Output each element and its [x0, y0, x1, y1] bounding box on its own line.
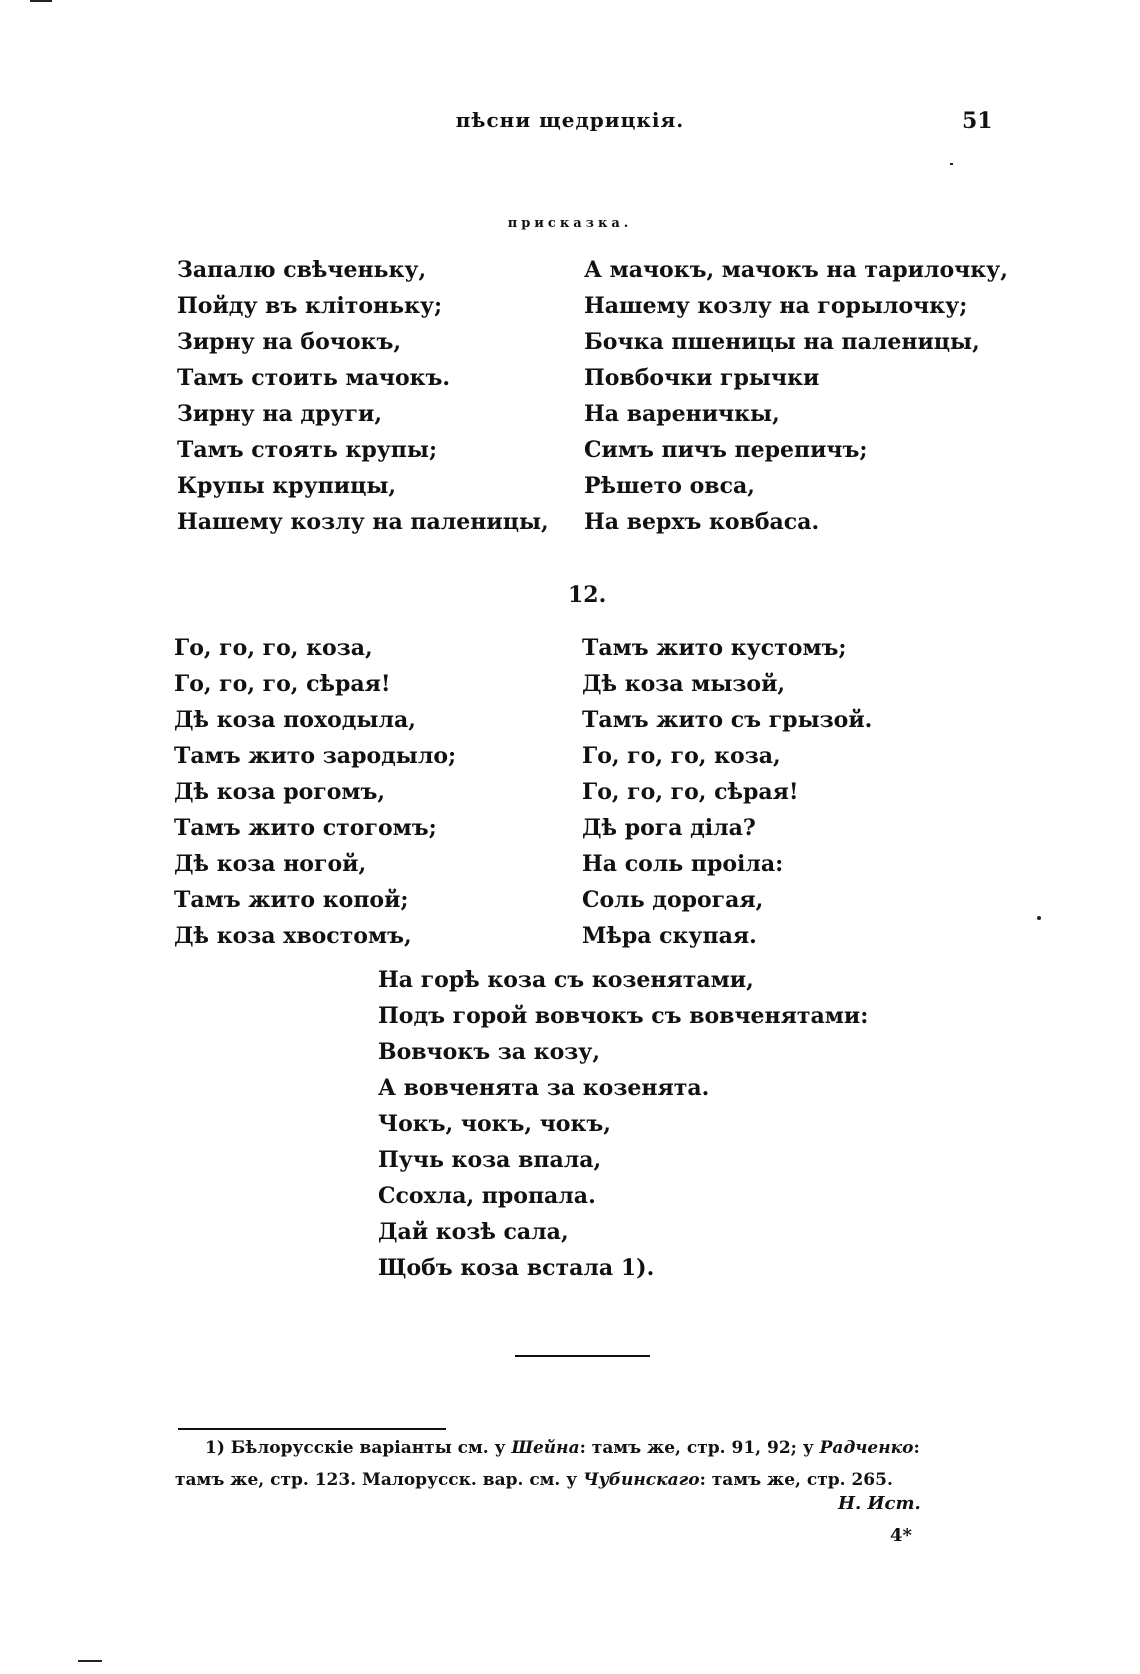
verse-line: Дай козѣ сала, [378, 1219, 569, 1245]
poem-12-closing-stanza [378, 962, 868, 1286]
scan-speck [30, 0, 52, 2]
verse-line: На верхъ ковбаса. [584, 509, 820, 535]
verse-line: Тамъ стоять крупы; [177, 437, 438, 463]
verse-line: На горѣ коза съ козенятами, [378, 967, 754, 993]
footnote-author-chubinsky: Чубинскаго [583, 1470, 700, 1490]
footnote-text: тамъ же, стр. 123. Малорусск. вар. см. у [175, 1470, 578, 1490]
scan-speck [1037, 916, 1041, 920]
footnote-text: Бѣлорусскіе варіанты см. у [230, 1438, 506, 1458]
scan-speck [950, 163, 953, 165]
verse-line: Чокъ, чокъ, чокъ, [378, 1111, 611, 1137]
verse-line: Дѣ коза рогомъ, [174, 779, 386, 805]
verse-line: Дѣ рога діла? [582, 815, 756, 841]
footnote-author-sheyn: Шейна [511, 1438, 580, 1458]
page-number: 51 [962, 108, 993, 134]
verse-line: Нашему козлу на горылочку; [584, 293, 968, 319]
poem-12-right-column [582, 630, 872, 954]
footnote-line-1 [175, 1432, 995, 1464]
poem-11-right-column [584, 252, 1008, 540]
poem-11-left-column [177, 252, 549, 540]
verse-line: Тамъ жито кустомъ; [582, 635, 847, 661]
verse-line: Тамъ жито зародыло; [174, 743, 457, 769]
footnote [175, 1432, 995, 1496]
poem-number: 12. [568, 582, 607, 608]
verse-line: Соль дорогая, [582, 887, 764, 913]
poem-12-left-column [174, 630, 456, 954]
verse-line: Пойду въ клітоньку; [177, 293, 443, 319]
verse-line: Го, го, го, сѣрая! [582, 779, 799, 805]
verse-line: А мачокъ, мачокъ на тарилочку, [584, 257, 1008, 283]
verse-line: Тамъ жито съ грызой. [582, 707, 873, 733]
footnote-marker: 1) [205, 1438, 225, 1458]
verse-line: Дѣ коза ногой, [174, 851, 367, 877]
verse-line: Нашему козлу на паленицы, [177, 509, 549, 535]
scan-speck [78, 1660, 102, 1662]
footnote-line-2 [175, 1464, 995, 1496]
verse-line: Зирну на други, [177, 401, 383, 427]
footnote-text: : тамъ же, стр. 265. [699, 1470, 893, 1490]
verse-line: Мѣра скупая. [582, 923, 757, 949]
verse-line: Тамъ жито стогомъ; [174, 815, 437, 841]
footnote-text: : тамъ же, стр. 91, 92; у [579, 1438, 814, 1458]
verse-line-text: Щобъ коза встала [378, 1255, 614, 1281]
verse-line: Крупы крупицы, [177, 473, 397, 499]
footnote-signature: Н. Ист. [838, 1493, 921, 1514]
verse-line: Тамъ стоить мачокъ. [177, 365, 451, 391]
signature-mark: 4* [890, 1525, 912, 1546]
verse-line: Вовчокъ за козу, [378, 1039, 601, 1065]
section-title: присказка. [507, 216, 633, 231]
verse-line: Го, го, го, коза, [582, 743, 781, 769]
running-title: пѣсни щедрицкія. [455, 108, 685, 132]
verse-line: А вовченята за козенята. [378, 1075, 710, 1101]
footnote-text: : [913, 1438, 920, 1458]
verse-line: Симъ пичъ перепичъ; [584, 437, 868, 463]
verse-line: Повбочки грычки [584, 365, 820, 391]
verse-line: На соль проіла: [582, 851, 784, 877]
footnote-separator [178, 1428, 446, 1430]
verse-line: Зирну на бочокъ, [177, 329, 401, 355]
verse-line: На вареничкы, [584, 401, 780, 427]
verse-line: Пучь коза впала, [378, 1147, 602, 1173]
verse-line-with-note [378, 1250, 868, 1286]
verse-line: Го, го, го, коза, [174, 635, 373, 661]
footnote-author-radchenko: Радченко [819, 1438, 914, 1458]
verse-line: Дѣ коза хвостомъ, [174, 923, 412, 949]
verse-line: Подъ горой вовчокъ съ вовченятами: [378, 1003, 869, 1029]
closing-rule [515, 1355, 650, 1357]
verse-line: Го, го, го, сѣрая! [174, 671, 391, 697]
footnote-reference: 1). [620, 1255, 655, 1281]
verse-line: Запалю свѣченьку, [177, 257, 427, 283]
verse-line: Ссохла, пропала. [378, 1183, 596, 1209]
verse-line: Дѣ коза походыла, [174, 707, 416, 733]
verse-line: Бочка пшеницы на паленицы, [584, 329, 980, 355]
verse-line: Тамъ жито копой; [174, 887, 409, 913]
verse-line: Рѣшето овса, [584, 473, 755, 499]
verse-line: Дѣ коза мызой, [582, 671, 786, 697]
